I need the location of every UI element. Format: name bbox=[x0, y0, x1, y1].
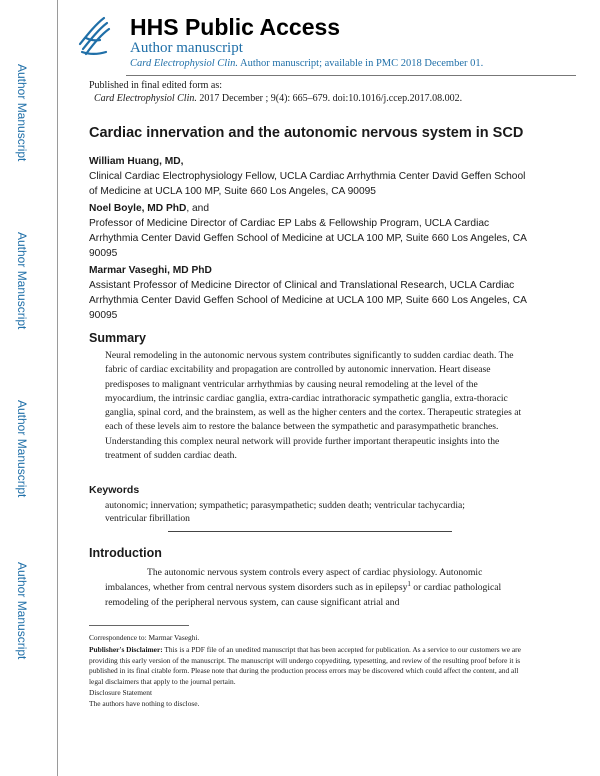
introduction-text bbox=[105, 566, 517, 610]
sidebar-label-2: Author Manuscript bbox=[15, 232, 29, 330]
published-label: Published in final edited form as: bbox=[89, 80, 223, 91]
author-line-2 bbox=[89, 203, 209, 214]
citation-line bbox=[94, 93, 462, 104]
publisher-disclaimer bbox=[89, 645, 525, 687]
summary-heading: Summary bbox=[89, 331, 146, 345]
footnote-rule bbox=[89, 625, 189, 626]
author-name-2: Noel Boyle, MD PhD bbox=[89, 203, 187, 214]
hhs-eagle-logo-icon bbox=[74, 14, 114, 60]
disclosure-heading: Disclosure Statement bbox=[89, 688, 153, 697]
author-affiliation-3: Assistant Professor of Medicine Director of Clinical and Translational Research, UCLA Cardiac Arrhythmia Center David Geffen School of Medicine at UCLA 100 MP, Suite 660 Los Angeles, CA 90095 bbox=[89, 280, 527, 322]
disclaimer-label: Publisher's Disclaimer: bbox=[89, 645, 163, 654]
header-rule bbox=[126, 75, 576, 76]
disclaimer-text: This is a PDF file of an unedited manuscript that has been accepted for publication. As a service to our customers we are providing this early version of the manuscript. The manuscript will undergo copyediting, typesetting, and review of the resulting proof before it is published in its final citable form. Please note that during the production process errors may be discovered which could affect the content, and all legal disclaimers that apply to the journal pertain. bbox=[89, 645, 521, 686]
reference-1[interactable]: 1 bbox=[407, 579, 411, 588]
hhs-title: HHS Public Access bbox=[130, 14, 341, 40]
keywords-rule bbox=[168, 531, 452, 532]
keywords-heading: Keywords bbox=[89, 484, 140, 496]
availability-text: Author manuscript; available in PMC 2018 December 01. bbox=[238, 58, 484, 69]
sidebar-label-3: Author Manuscript bbox=[15, 400, 29, 498]
article-title: Cardiac innervation and the autonomic nervous system in SCD bbox=[89, 125, 524, 141]
author-suffix-2: , and bbox=[186, 203, 210, 214]
introduction-heading: Introduction bbox=[89, 546, 162, 560]
author-affiliation-2: Professor of Medicine Director of Cardiac EP Labs & Fellowship Program, UCLA Cardiac Arrhythmia Center David Geffen School of Medicine at UCLA 100 MP, Suite 660 Los Angeles, CA 90095 bbox=[89, 218, 527, 260]
keywords-text: autonomic; innervation; sympathetic; parasympathetic; sudden death; ventricular tachycardia; ventricular fibrillation bbox=[105, 500, 465, 524]
author-affiliation-1: Clinical Cardiac Electrophysiology Fellow, UCLA Cardiac Arrhythmia Center David Geffen School of Medicine at UCLA 100 MP, Suite 660 Los Angeles, CA 90095 bbox=[89, 171, 526, 198]
sidebar-label-1: Author Manuscript bbox=[15, 64, 29, 162]
journal-name: Card Electrophysiol Clin. bbox=[130, 58, 239, 69]
availability-line bbox=[130, 58, 483, 69]
correspondence-note: Correspondence to: Marmar Vaseghi. bbox=[89, 633, 200, 642]
citation-journal: Card Electrophysiol Clin. bbox=[94, 93, 197, 104]
intro-text-part-2: or cardiac pathological remodeling of the peripheral nervous system, can cause significant atrial and bbox=[105, 581, 502, 608]
sidebar-label-4: Author Manuscript bbox=[15, 562, 29, 660]
author-name-3: Marmar Vaseghi, MD PhD bbox=[89, 265, 212, 276]
summary-text: Neural remodeling in the autonomic nervous system contributes significantly to sudden cardiac death. The fabric of cardiac excitability and propagation are controlled by autonomic innervation. Heart disease predisposes to malignant ventricular arrhythmias by causing neural remodeling at the level of the myocardium, the intrinsic cardiac ganglia, extra-cardiac intrathoracic sympathetic ganglia, extra-thoracic ganglia, spinal cord, and the brainstem, as well as the higher centers and the cortex. Therapeutic strategies at each of these levels aim to restore the balance between the sympathetic and parasympathetic branches. Understanding this complex neural network will provide further important therapeutic insights into the treatment of sudden cardiac death. bbox=[105, 350, 522, 462]
citation-details: 2017 December ; 9(4): 665–679. doi:10.1016/j.ccep.2017.08.002. bbox=[196, 93, 463, 104]
disclosure-text: The authors have nothing to disclose. bbox=[89, 699, 200, 708]
author-name-1: William Huang, MD, bbox=[89, 156, 184, 167]
intro-text-part-1: The autonomic nervous system controls every aspect of cardiac physiology. Autonomic imbalances, whether from central nervous system disorders such as in epilepsy bbox=[105, 567, 483, 593]
margin-divider bbox=[57, 0, 58, 776]
author-manuscript-label: Author manuscript bbox=[130, 40, 243, 56]
